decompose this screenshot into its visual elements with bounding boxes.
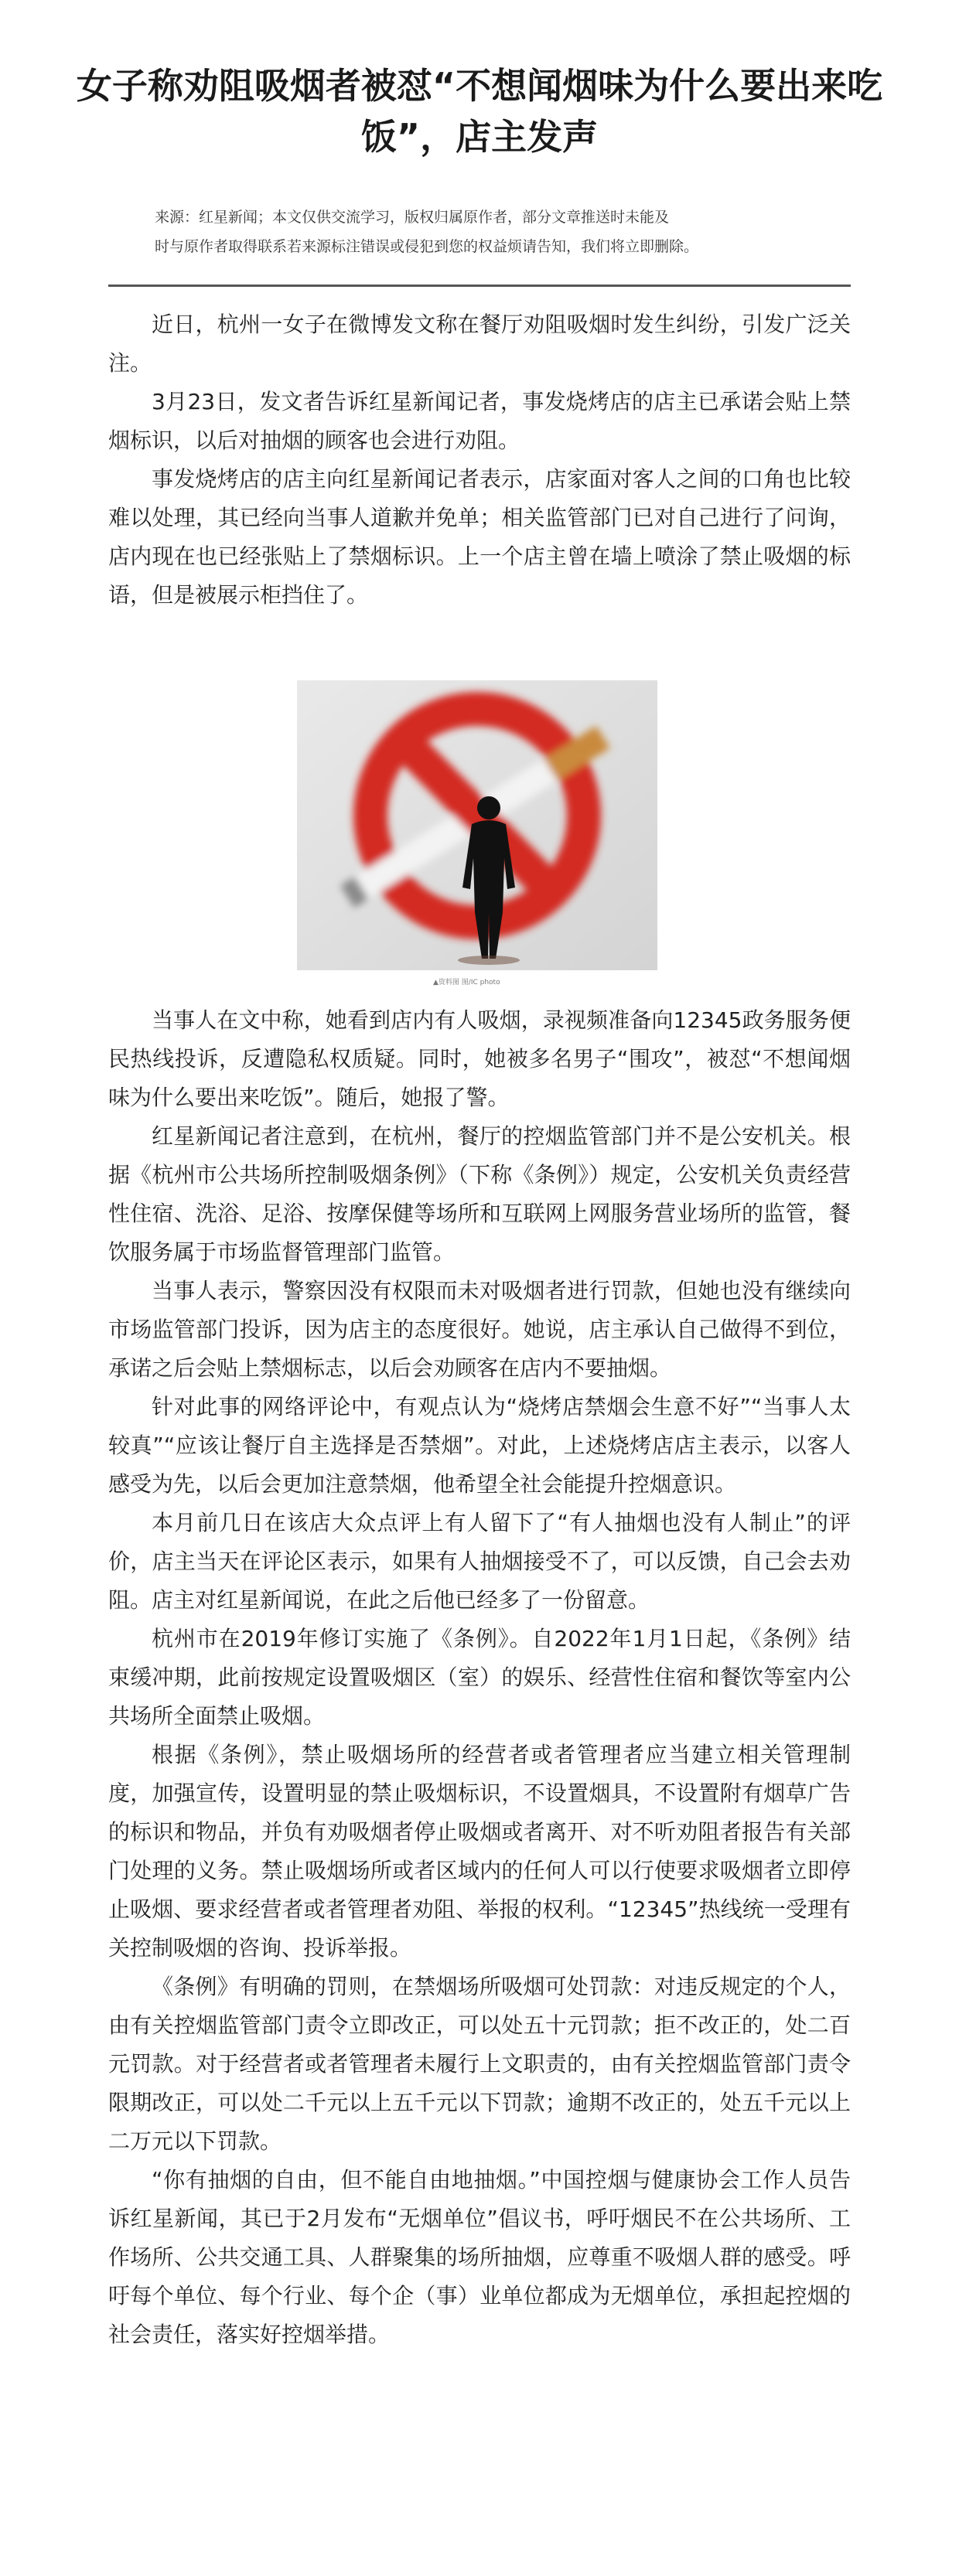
paragraph: 近日，杭州一女子在微博发文称在餐厅劝阻吸烟时发生纠纷，引发广泛关注。 — [108, 312, 851, 376]
paragraph: 杭州市在2019年修订实施了《条例》。自2022年1月1日起，《条例》结束缓冲期，此前按规定设置吸烟区（室）的娱乐、经营性住宿和餐饮等室内公共场所全面禁止吸烟。 — [108, 1626, 851, 1729]
source-note — [155, 203, 804, 261]
paragraph: “你有抽烟的自由，但不能自由地抽烟。”中国控烟与健康协会工作人员告诉红星新闻，其已于2月发布“无烟单位”倡议书，呼吁烟民不在公共场所、工作场所、公共交通工具、人群聚集的场所抽烟，应尊重不吸烟人群的感受。呼吁每个单位、每个行业、每个企（事）业单位都成为无烟单位，承担起控烟的社会责任，落实好控烟举措。 — [108, 2167, 851, 2347]
paragraph: 事发烧烤店的店主向红星新闻记者表示，店家面对客人之间的口角也比较难以处理，其已经向当事人道歉并免单；相关监管部门已对自己进行了问询，店内现在也已经张贴上了禁烟标识。上一个店主曾在墙上喷涂了禁止吸烟的标语，但是被展示柜挡住了。 — [108, 466, 851, 608]
paragraph: 《条例》有明确的罚则，在禁烟场所吸烟可处罚款：对违反规定的个人，由有关控烟监管部门责令立即改正，可以处五十元罚款；拒不改正的，处二百元罚款。对于经营者或者管理者未履行上文职责的，由有关控烟监管部门责令限期改正，可以处二千元以上五千元以下罚款；逾期不改正的，处五千元以上二万元以下罚款。 — [108, 1974, 851, 2154]
paragraph: 针对此事的网络评论中，有观点认为“烧烤店禁烟会生意不好”“当事人太较真”“应该让餐厅自主选择是否禁烟”。对此，上述烧烤店店主表示，以客人感受为先，以后会更加注意禁烟，他希望全社会能提升控烟意识。 — [108, 1394, 851, 1497]
paragraph: 3月23日，发文者告诉红星新闻记者，事发烧烤店的店主已承诺会贴上禁烟标识，以后对抽烟的顾客也会进行劝阻。 — [108, 389, 851, 453]
article-title: 女子称劝阻吸烟者被怼“不想闻烟味为什么要出来吃饭”，店主发声 — [76, 65, 883, 158]
paragraph: 本月前几日在该店大众点评上有人留下了“有人抽烟也没有人制止”的评价，店主当天在评论区表示，如果有人抽烟接受不了，可以反馈，自己会去劝阻。店主对红星新闻说，在此之后他已经多了一份留意。 — [108, 1510, 851, 1613]
title-divider — [108, 285, 851, 287]
image-caption: ▲资料图 图/IC photo — [433, 979, 500, 986]
source-note-line: 来源：红星新闻；本文仅供交流学习，版权归属原作者，部分文章推送时未能及 — [155, 209, 670, 226]
article-body-bottom — [108, 1001, 851, 2354]
paragraph: 红星新闻记者注意到，在杭州，餐厅的控烟监管部门并不是公安机关。根据《杭州市公共场所控制吸烟条例》（下称《条例》）规定，公安机关负责经营性住宿、洗浴、足浴、按摩保健等场所和互联网上网服务营业场所的监管，餐饮服务属于市场监督管理部门监管。 — [108, 1123, 851, 1265]
source-note-line: 时与原作者取得联系若来源标注错误或侵犯到您的权益烦请告知，我们将立即删除。 — [155, 238, 699, 255]
no-smoking-image — [297, 680, 657, 970]
paragraph: 根据《条例》，禁止吸烟场所的经营者或者管理者应当建立相关管理制度，加强宣传，设置明显的禁止吸烟标识，不设置烟具，不设置附有烟草广告的标识和物品，并负有劝吸烟者停止吸烟或者离开、对不听劝阻者报告有关部门处理的义务。禁止吸烟场所或者区域内的任何人可以行使要求吸烟者立即停止吸烟、要求经营者或者管理者劝阻、举报的权利。“12345”热线统一受理有关控制吸烟的咨询、投诉举报。 — [108, 1742, 851, 1961]
paragraph: 当事人表示，警察因没有权限而未对吸烟者进行罚款，但她也没有继续向市场监管部门投诉，因为店主的态度很好。她说，店主承认自己做得不到位，承诺之后会贴上禁烟标志，以后会劝顾客在店内不要抽烟。 — [108, 1278, 851, 1381]
article-body-top — [108, 305, 851, 615]
paragraph: 当事人在文中称，她看到店内有人吸烟，录视频准备向12345政务服务便民热线投诉，反遭隐私权质疑。同时，她被多名男子“围攻”，被怼“不想闻烟味为什么要出来吃饭”。随后，她报了警。 — [108, 1007, 851, 1110]
